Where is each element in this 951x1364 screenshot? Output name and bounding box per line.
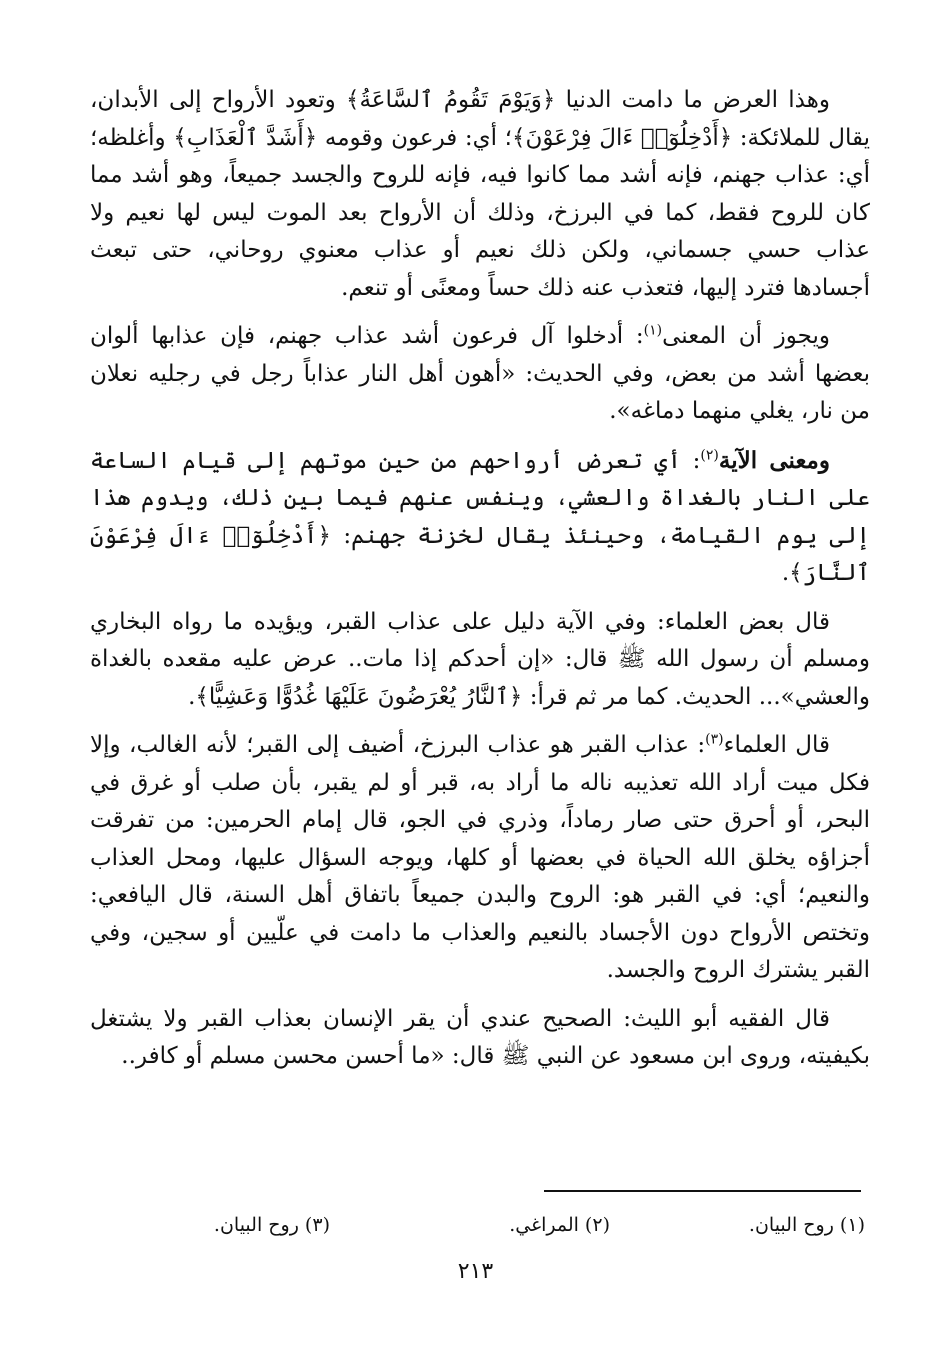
footnote-3: (٣) روح البيان. [213,1214,330,1236]
paragraph-6 [90,1001,870,1076]
main-text [90,82,870,1076]
footnote-1: (١) روح البيان. [748,1214,865,1236]
paragraph-5-after: : عذاب القبر هو عذاب البرزخ، أضيف إلى القبر؛ لأنه الغالب، وإلا فكل ميت أراد الله تعذيبه ناله ما أراد به، قبر أو لم يقبر، بأن صلب أو غرق في البحر، أو أحرق حتى صار رماداً، وذري في الجو، قال إمام الحرمين: من تفرقت أجزاؤه يخلق الله الحياة في بعضها أو كلها، ويوجه السؤال عليها، ومحل العذاب والنعيم؛ أي: في القبر هو: الروح والبدن جميعاً باتفاق أهل السنة، قال اليافعي: وتختص الأرواح دون الأجساد بالنعيم والعذاب ما دامت في علّيين أو سجين، وفي القبر يشترك الروح والجسد. [90,732,870,983]
paragraph-5 [90,727,870,990]
footnote-divider [544,1190,861,1192]
page-number: ٢١٣ [457,1259,494,1284]
paragraph-2-before: ويجوز أن المعنى [662,323,831,349]
paragraph-3 [90,442,870,593]
paragraph-4 [90,604,870,717]
footnote-marker-2[interactable]: (٢) [700,446,719,463]
paragraph-3-lead: ومعنى الآية [718,446,830,474]
paragraph-6-text: قال الفقيه أبو الليث: الصحيح عندي أن يقر الإنسان بعذاب القبر ولا يشتغل بكيفيته، وروى ابن مسعود عن النبي ﷺ قال: «ما أحسن محسن مسلم أو كافر.. [90,1005,870,1069]
footnote-marker-1[interactable]: (١) [643,322,663,339]
paragraph-1 [90,82,870,307]
paragraph-5-before: قال العلماء [723,732,830,758]
paragraph-2 [90,318,870,431]
paragraph-3-after: : أي تعرض أرواحهم من حين موتهم إلى قيام الساعة على النار بالغداة والعشي، وينفس عنهم فيما بين ذلك، ويدوم هذا إلى يوم القيامة، وحينئذ يقال لخزنة جهنم: ﴿أَدْخِلُوٓا۟ ءَالَ فِرْعَوْنَ ٱلنَّارَ﴾. [90,447,870,586]
paragraph-4-text: قال بعض العلماء: وفي الآية دليل على عذاب القبر، ويؤيده ما رواه البخاري ومسلم أن رسول الله ﷺ قال: «إن أحدكم إذا مات.. عرض عليه مقعده بالغداة والعشي»... الحديث. كما مر ثم قرأ: ﴿ٱلنَّارُ يُعْرَضُونَ عَلَيْهَا غُدُوًّا وَعَشِيًّا﴾. [90,608,870,710]
footnote-marker-3[interactable]: (٣) [705,731,724,748]
paragraph-2-after: : أدخلوا آل فرعون أشد عذاب جهنم، فإن عذابها ألوان بعضها أشد من بعض، وفي الحديث: «أهون أهل النار عذاباً رجل في رجليه نعلان من نار، يغلي منهما دماغه». [90,323,870,424]
footnotes [150,1208,865,1242]
footnote-2: (٢) المراغي. [509,1214,610,1236]
paragraph-1-text: وهذا العرض ما دامت الدنيا ﴿وَيَوْمَ تَقُومُ ٱلسَّاعَةُ﴾ وتعود الأرواح إلى الأبدان، يقال للملائكة: ﴿أَدْخِلُوٓا۟ ءَالَ فِرْعَوْنَ﴾؛ أي: فرعون وقومه ﴿أَشَدَّ ٱلْعَذَابِ﴾ وأغلظه؛ أي: عذاب جهنم، فإنه أشد مما كانوا فيه، فإنه للروح والجسد جميعاً، وهو أشد مما كان للروح فقط، كما في البرزخ، وذلك أن الأرواح بعد الموت ليس لها نعيم ولا عذاب حسي جسماني، ولكن ذلك نعيم أو عذاب معنوي روحاني، حتى تبعث أجسادها فترد إليها، فتعذب عنه ذلك حساً ومعنًى أو تنعم. [90,87,870,301]
